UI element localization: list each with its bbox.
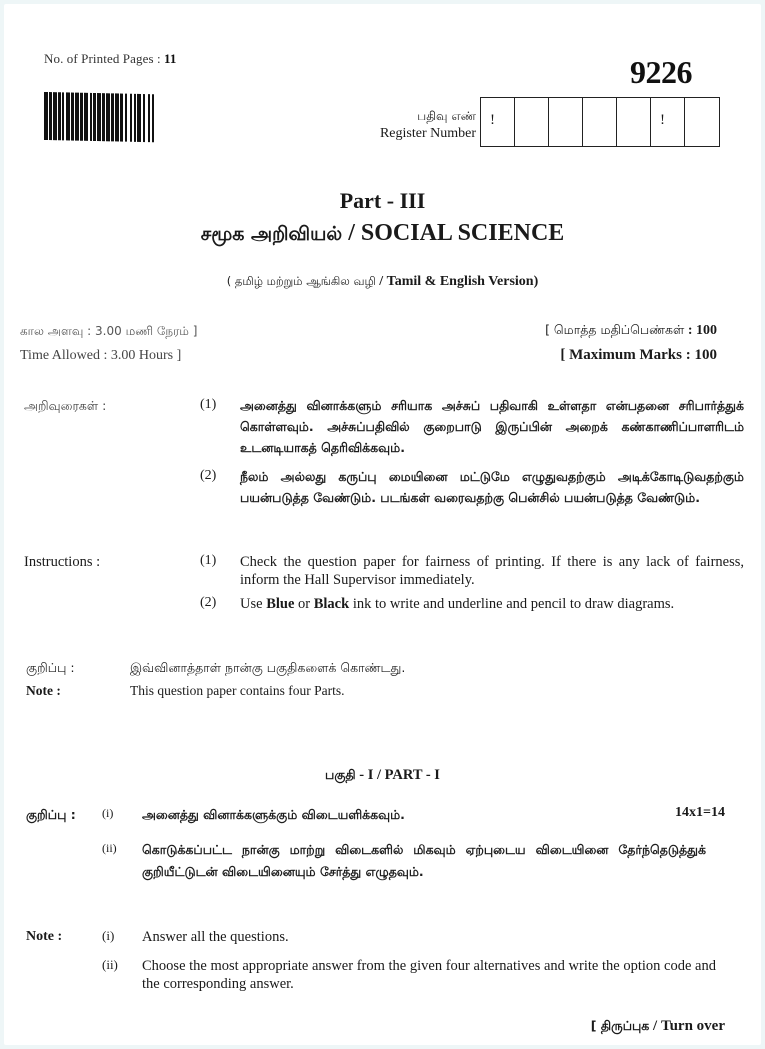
item-text — [240, 595, 744, 613]
text-bold: Blue — [266, 596, 295, 612]
time-allowed-tamil: கால அளவு : 3.00 மணி நேரம் ] — [20, 324, 198, 338]
max-marks-tamil-label: [ மொத்த மதிப்பெண்கள் — [545, 322, 685, 337]
note-text-tamil: இவ்வினாத்தாள் நான்கு பகுதிகளைக் கொண்டது. — [130, 660, 406, 675]
turn-over-label — [591, 1018, 725, 1035]
part-one-heading-tamil: பகுதி — [325, 767, 356, 782]
printed-pages-value: 11 — [164, 51, 177, 66]
note-text-english: This question paper contains four Parts. — [130, 683, 345, 698]
item-number: (1) — [200, 397, 217, 412]
instruction-item — [24, 395, 744, 458]
instructions-english-label: Instructions : — [24, 554, 101, 570]
cell-mark: ! — [660, 112, 665, 128]
subject-title — [4, 220, 761, 248]
item-text: கொடுக்கப்பட்ட நான்கு மாற்று விடைகளில் மிகவும் ஏற்புடைய விடையினை தேர்ந்தெடுத்துக் குறியீட்டுடன் விடையினையும் சேர்த்து எழுதவும். — [142, 842, 706, 879]
exam-page — [4, 4, 761, 1045]
subject-title-tamil: சமூக அறிவியல் — [200, 223, 343, 245]
barcode-image — [44, 92, 240, 144]
register-digit-box[interactable] — [583, 98, 617, 146]
item-number: (ii) — [102, 957, 118, 972]
part-one-note-tamil — [26, 804, 706, 883]
spacer — [24, 595, 200, 613]
general-note-tamil — [26, 657, 405, 678]
note-item — [26, 957, 716, 993]
instruction-item — [24, 553, 744, 589]
item-text: Check the question paper for fairness of printing. If there is any lack of fairness, inform the Hall Supervisor immediately. — [240, 554, 744, 588]
text-fragment: ink to write and underline and pencil to draw diagrams. — [349, 596, 675, 612]
item-text: Answer all the questions. — [142, 929, 289, 945]
printed-pages-count — [44, 51, 177, 67]
max-marks-tamil — [545, 322, 717, 339]
cell-mark: ! — [490, 112, 495, 128]
note-item — [26, 839, 706, 883]
paper-code: 9226 — [630, 54, 692, 90]
instructions-tamil-label: அறிவுரைகள் : — [24, 398, 107, 413]
instruction-item — [24, 466, 744, 508]
version-tamil: ( தமிழ் மற்றும் ஆங்கில வழி — [226, 274, 376, 288]
register-digit-box[interactable] — [651, 98, 685, 146]
spacer — [26, 839, 102, 883]
register-label-tamil: பதிவு எண் — [417, 109, 476, 123]
register-label-english: Register Number — [379, 126, 476, 141]
barcode-bar — [154, 94, 158, 142]
general-note-english — [26, 682, 344, 700]
item-text: நீலம் அல்லது கருப்பு மையினை மட்டுமே எழுதுவதற்கும் அடிக்கோடிடுவதற்கும் பயன்படுத்த வேண்டும். படங்கள் வரைவதற்கு பென்சில் பயன்படுத்த வேண்டும். — [240, 469, 744, 505]
spacer — [24, 466, 200, 508]
max-marks-tamil-value: : 100 — [684, 323, 717, 338]
part-one-marks: 14x1=14 — [675, 805, 725, 820]
instructions-tamil — [24, 395, 744, 508]
part-one-heading-english: - I / PART - I — [355, 767, 440, 783]
item-text: Choose the most appropriate answer from the given four alternatives and write the option code and the corresponding answer. — [142, 958, 716, 992]
item-text: அனைத்து வினாக்களும் சரியாக அச்சுப் பதிவாகி உள்ளதா என்பதனை சரிபார்த்துக் கொள்ளவும். அச்சுப்பதிவில் குறைபாடு இருப்பின் அறைக் கண்காணிப்பாளரிடம் உடனடியாகத் தெரிவிக்கவும். — [240, 398, 744, 455]
register-number-grid — [480, 97, 720, 147]
note-label: Note : — [26, 929, 63, 944]
register-digit-box[interactable] — [617, 98, 651, 146]
instruction-item — [24, 595, 744, 613]
note-item — [26, 804, 706, 825]
note-label-english: Note : — [26, 683, 61, 698]
register-digit-box[interactable] — [481, 98, 515, 146]
subject-title-english: SOCIAL SCIENCE — [360, 220, 565, 246]
register-digit-box[interactable] — [685, 98, 719, 146]
register-digit-box[interactable] — [549, 98, 583, 146]
item-number: (i) — [102, 928, 115, 943]
text-fragment: Use — [240, 596, 267, 612]
turn-over-english: / Turn over — [649, 1018, 725, 1034]
item-text: அனைத்து வினாக்களுக்கும் விடையளிக்கவும். — [142, 807, 405, 822]
item-number: (i) — [102, 806, 114, 820]
note-item — [26, 928, 716, 946]
item-number: (1) — [200, 553, 217, 568]
spacer — [26, 957, 102, 993]
note-label-tamil: குறிப்பு : — [26, 660, 75, 675]
medium-version — [4, 274, 761, 290]
max-marks-english: [ Maximum Marks : 100 — [560, 347, 717, 363]
item-number: (2) — [200, 595, 217, 610]
note-label: குறிப்பு : — [26, 807, 76, 822]
item-number: (ii) — [102, 841, 117, 855]
part-one-note-english — [26, 928, 716, 993]
item-number: (2) — [200, 468, 217, 483]
part-title: Part - III — [339, 188, 426, 213]
title-separator: / — [342, 220, 361, 246]
part-one-heading — [4, 767, 761, 784]
printed-pages-label: No. of Printed Pages : — [44, 51, 161, 66]
turn-over-tamil: [ திருப்புக — [590, 1018, 650, 1033]
register-number-label — [360, 108, 476, 142]
text-fragment: or — [294, 596, 314, 612]
text-bold: Black — [313, 596, 350, 612]
time-allowed-english: Time Allowed : 3.00 Hours ] — [20, 348, 182, 363]
version-english: / Tamil & English Version) — [375, 274, 539, 289]
instructions-english — [24, 553, 744, 613]
register-digit-box[interactable] — [515, 98, 549, 146]
